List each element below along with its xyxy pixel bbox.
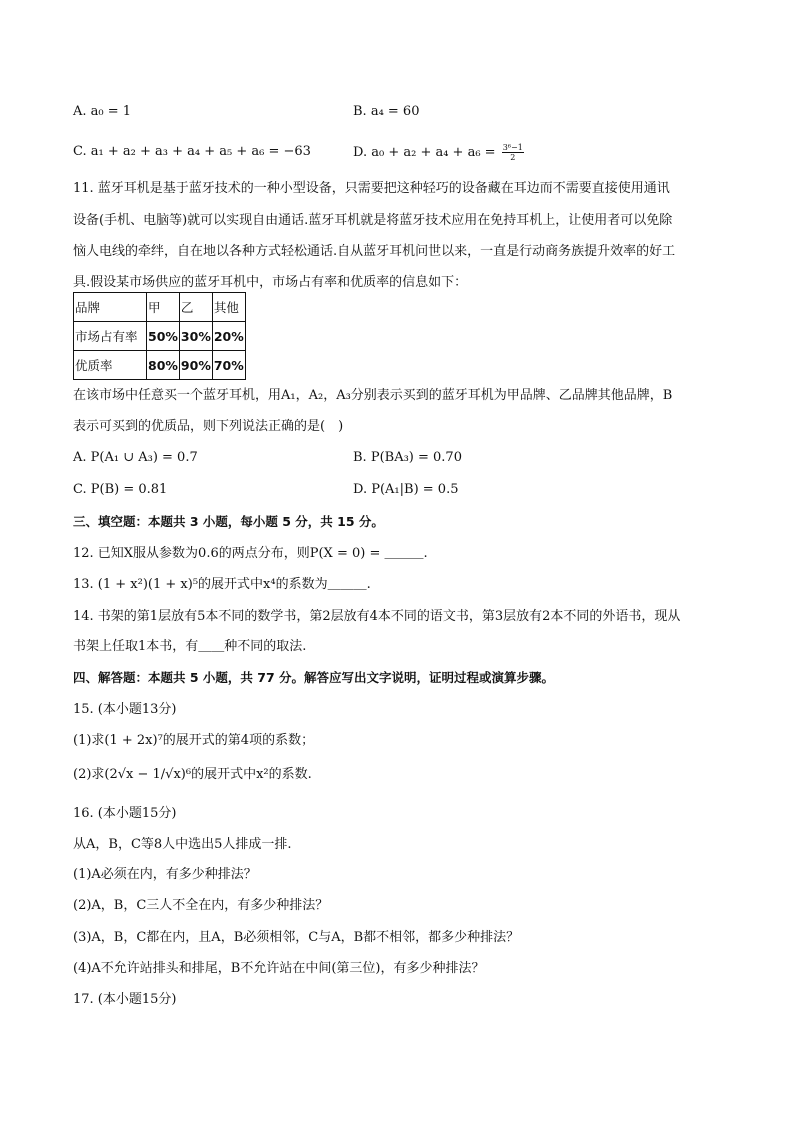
table-cell: 市场占有率	[74, 322, 147, 351]
q11-line-3: 恼人电线的牵绊，自在地以各种方式轻松通话.自从蓝牙耳机问世以来，一直是行动商务族提升效率的好工	[73, 244, 676, 259]
fraction-numerator: 3⁶−1	[502, 143, 523, 152]
table-cell: 70%	[212, 351, 245, 380]
table-header-cell: 乙	[179, 293, 212, 322]
q10-option-d	[353, 143, 524, 162]
q11-line-4: 具.假设某市场供应的蓝牙耳机中，市场占有率和优质率的信息如下：	[73, 275, 468, 290]
table-cell: 80%	[147, 351, 180, 380]
q17-title: 17. (本小题15分)	[73, 992, 177, 1007]
q16-part-2: (2)A，B，C三人不全在内，有多少种排法？	[73, 898, 329, 913]
table-cell: 30%	[179, 322, 212, 351]
table-header-cell: 甲	[147, 293, 180, 322]
q15-title: 15. (本小题13分)	[73, 702, 177, 717]
q11-option-d: D. P(A₁|B) = 0.5	[353, 482, 459, 497]
market-share-table	[73, 292, 246, 380]
fraction	[502, 143, 524, 162]
q10-option-c: C. a₁ + a₂ + a₃ + a₄ + a₅ + a₆ = −63	[73, 144, 311, 159]
q11-line-5: 在该市场中任意买一个蓝牙耳机，用A₁，A₂，A₃分别表示买到的蓝牙耳机为甲品牌、乙品牌其他品牌，B	[73, 388, 673, 403]
q16-part-3: (3)A，B，C都在内，且A，B必须相邻，C与A，B都不相邻，都多少种排法？	[73, 930, 520, 945]
table-header-row	[74, 293, 246, 322]
q13-text: 13. (1 + x²)(1 + x)⁵的展开式中x⁴的系数为＿＿＿.	[73, 577, 371, 592]
q11-line-2: 设备(手机、电脑等)就可以实现自由通话.蓝牙耳机就是将蓝牙技术应用在免持耳机上，让使用者可以免除	[73, 213, 673, 228]
table-header-cell: 其他	[212, 293, 245, 322]
q10-option-d-text: D. a₀ + a₂ + a₄ + a₆ =	[353, 145, 496, 160]
q11-option-b: B. P(BA₃) = 0.70	[353, 450, 462, 465]
table-cell: 优质率	[74, 351, 147, 380]
table-header-cell: 品牌	[74, 293, 147, 322]
q11-line-6: 表示可买到的优质品，则下列说法正确的是( )	[73, 419, 344, 434]
q16-part-1: (1)A必须在内，有多少种排法？	[73, 867, 257, 882]
table-cell: 20%	[212, 322, 245, 351]
q14-line-1: 14. 书架的第1层放有5本不同的数学书，第2层放有4本不同的语文书，第3层放有2本不同的外语书，现从	[73, 609, 681, 624]
table-cell: 50%	[147, 322, 180, 351]
q12-text: 12. 已知X服从参数为0.6的两点分布，则P(X = 0) = ＿＿＿.	[73, 546, 428, 561]
q10-option-b: B. a₄ = 60	[353, 104, 420, 119]
section-4-heading: 四、解答题：本题共 5 小题，共 77 分。解答应写出文字说明，证明过程或演算步骤。	[73, 670, 555, 685]
table-row	[74, 322, 246, 351]
q10-option-a: A. a₀ = 1	[73, 104, 132, 119]
section-3-heading: 三、填空题：本题共 3 小题，每小题 5 分，共 15 分。	[73, 514, 384, 529]
q15-part-1: (1)求(1 + 2x)⁷的展开式的第4项的系数；	[73, 733, 315, 748]
q11-option-a: A. P(A₁ ∪ A₃) = 0.7	[73, 450, 198, 465]
q11-option-c: C. P(B) = 0.81	[73, 482, 168, 497]
q16-title: 16. (本小题15分)	[73, 806, 177, 821]
table-cell: 90%	[179, 351, 212, 380]
q14-line-2: 书架上任取1本书，有＿＿种不同的取法.	[73, 639, 307, 654]
q16-intro: 从A，B，C等8人中选出5人排成一排.	[73, 837, 292, 852]
fraction-denominator: 2	[510, 153, 516, 162]
q11-line-1: 11. 蓝牙耳机是基于蓝牙技术的一种小型设备，只需要把这种轻巧的设备藏在耳边而不需要直接使用通讯	[73, 181, 670, 196]
q15-part-2: (2)求(2√x − 1/√x)⁶的展开式中x²的系数.	[73, 767, 312, 782]
q16-part-4: (4)A不允许站排头和排尾，B不允许站在中间(第三位)，有多少种排法？	[73, 961, 485, 976]
table-row	[74, 351, 246, 380]
